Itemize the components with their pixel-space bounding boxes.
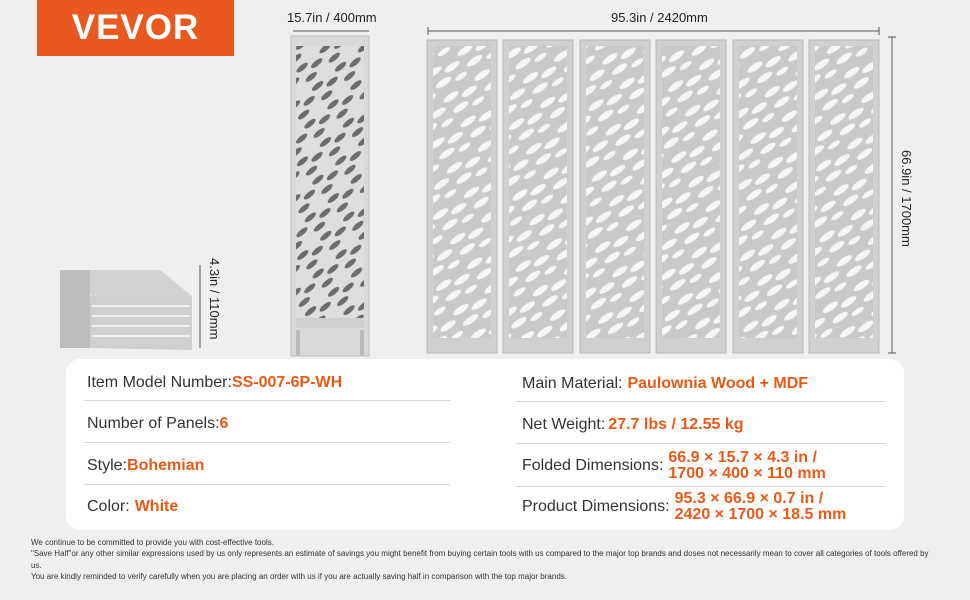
six-panel-view xyxy=(427,40,879,353)
folded-stack-view xyxy=(60,270,192,350)
spec-value: Bohemian xyxy=(127,457,205,474)
spec-value: White xyxy=(134,498,179,515)
spec-label: Product Dimensions: xyxy=(522,498,670,515)
spec-label: Number of Panels: xyxy=(87,415,220,432)
divider xyxy=(84,442,451,443)
divider xyxy=(516,443,886,444)
disclaimer xyxy=(31,537,941,583)
spec-value-line1: 66.9 × 15.7 × 4.3 in / xyxy=(668,449,817,466)
spec-panels xyxy=(87,413,228,435)
disclaimer-line: You are kindly reminded to verify carefully when you are placing an order with us if you are actually saving half in comparison with the top major brands. xyxy=(31,572,567,582)
spec-value-block xyxy=(668,450,825,482)
spec-material xyxy=(522,373,808,395)
divider xyxy=(84,484,451,485)
single-width-label: 15.7in / 400mm xyxy=(287,10,377,25)
single-panel-view xyxy=(291,36,369,356)
logo-text: VEVOR xyxy=(71,8,200,47)
spec-style xyxy=(87,455,204,477)
spec-model xyxy=(87,372,342,394)
height-label: 66.9in / 1700mm xyxy=(899,150,914,247)
spec-value-block xyxy=(675,491,847,523)
spec-label: Item Model Number: xyxy=(87,374,232,391)
spec-label: Main Material: xyxy=(522,375,623,392)
divider xyxy=(516,486,886,487)
spec-folded-dimensions xyxy=(522,448,826,484)
spec-label: Folded Dimensions: xyxy=(522,457,664,474)
spec-value-line1: 95.3 × 66.9 × 0.7 in / xyxy=(674,490,824,507)
spec-value: Paulownia Wood + MDF xyxy=(627,375,809,392)
total-width-label: 95.3in / 2420mm xyxy=(611,10,708,25)
disclaimer-line: We continue to be committed to provide you with cost-effective tools. xyxy=(31,538,274,547)
spec-value-line2: 1700 × 400 × 110 mm xyxy=(668,465,826,482)
spec-label: Style: xyxy=(87,457,128,474)
divider xyxy=(516,401,886,402)
spec-label: Color: xyxy=(87,498,130,515)
spec-color xyxy=(87,496,178,518)
spec-value-line2: 2420 × 1700 × 18.5 mm xyxy=(674,506,847,523)
spec-value: 6 xyxy=(219,415,229,432)
spec-value: 27.7 lbs / 12.55 kg xyxy=(608,416,744,433)
thickness-label: 4.3in / 110mm xyxy=(207,258,222,340)
spec-label: Net Weight: xyxy=(522,416,606,433)
divider xyxy=(84,400,451,401)
spec-weight xyxy=(522,414,744,436)
spec-product-dimensions xyxy=(522,489,846,525)
disclaimer-line: "Save Half"or any other similar expressions used by us only represents an estimate of savings you might benefit from buying certain tools with us compared to the major top brands and doses not necessarily mean to cover all categories of tools offered by us. xyxy=(31,549,929,570)
spec-value: SS-007-6P-WH xyxy=(231,374,343,391)
